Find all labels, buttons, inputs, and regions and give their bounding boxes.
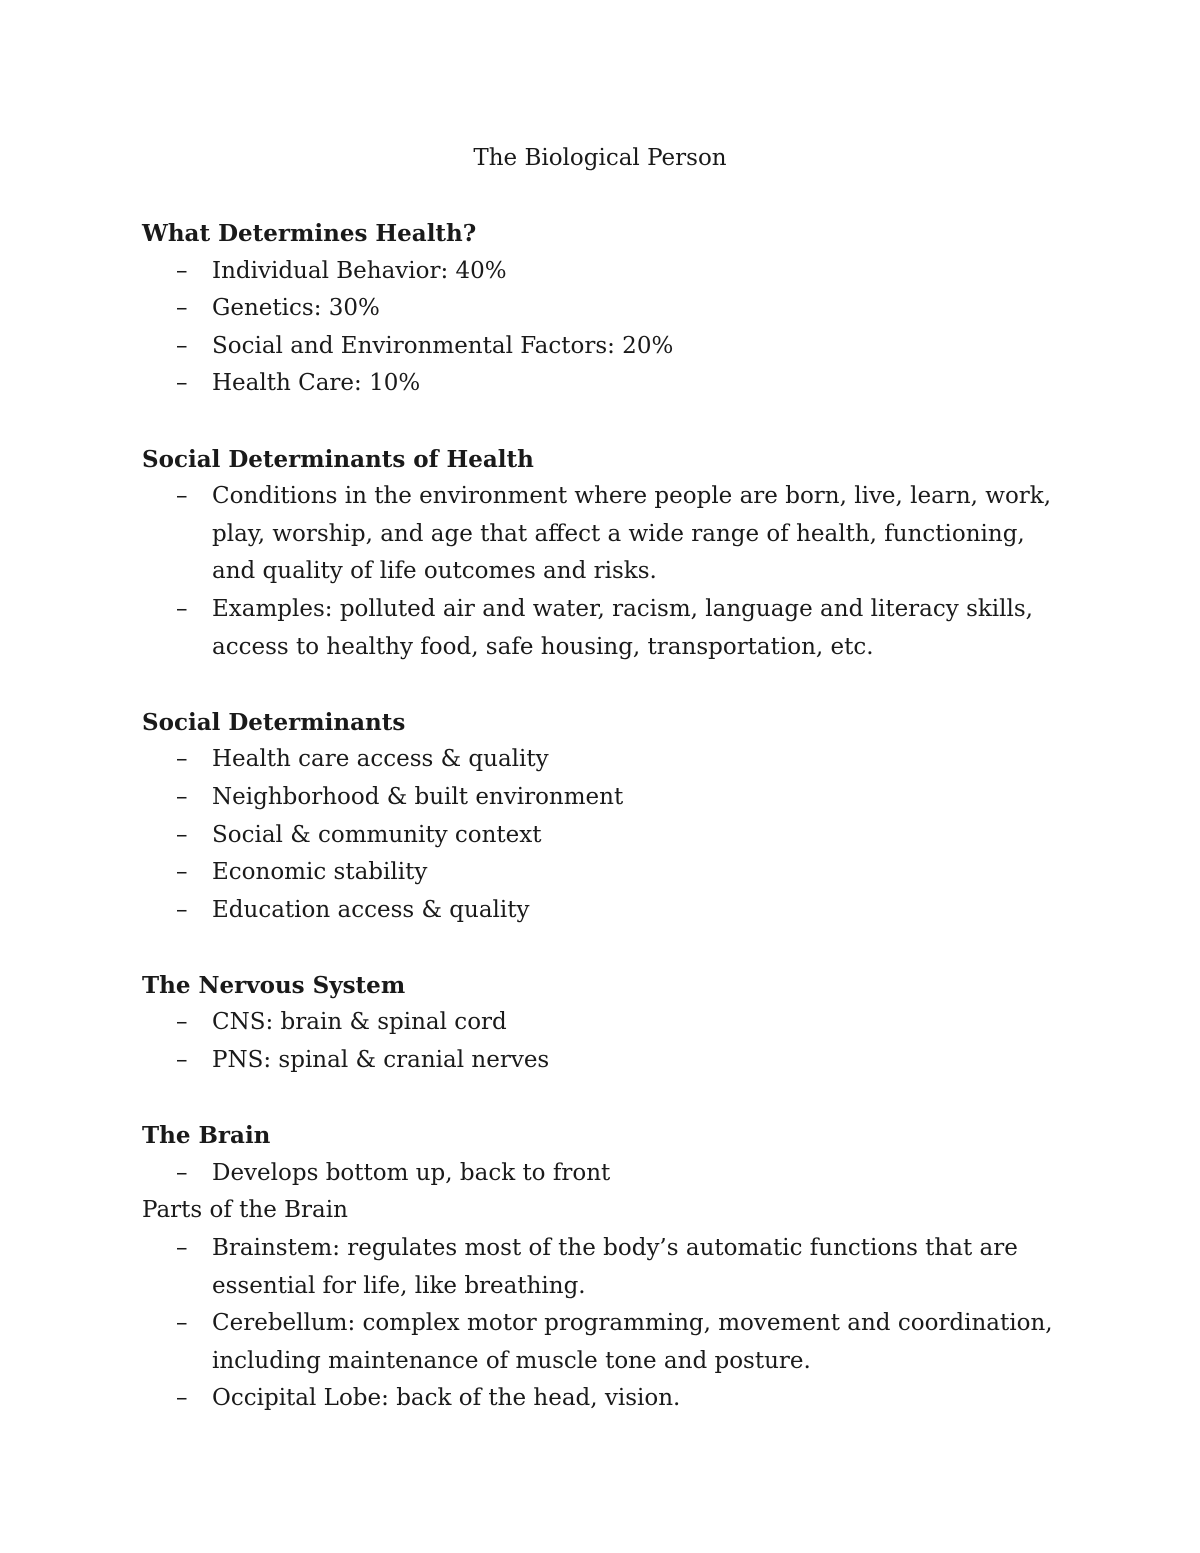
dash-bullet: – [176,332,188,359]
list-item-text: Social & community context [212,821,542,848]
list-item-text: Occipital Lobe: back of the head, vision. [212,1385,681,1412]
section-social-determinants [142,704,1072,930]
list-item-text: Health Care: 10% [212,370,421,397]
list-item-text: Genetics: 30% [212,295,380,322]
section-heading: What Determines Health? [142,220,477,247]
dash-bullet: – [176,1159,188,1186]
list-item-text: Brainstem: regulates most of the body’s automatic functions that are essential for life, like breathing. [212,1235,1018,1299]
list-item [142,1380,1072,1418]
list-item-text: Economic stability [212,859,428,886]
list-item-text: Health care access & quality [212,746,549,773]
list-item-text: CNS: brain & spinal cord [212,1009,507,1036]
document-title: The Biological Person [473,145,727,171]
list-item-text: Develops bottom up, back to front [212,1159,611,1186]
section-what-determines-health [142,215,1072,403]
dash-bullet: – [176,370,188,397]
list-item [142,290,1072,328]
dash-bullet: – [176,859,188,886]
section-nervous-system [142,967,1072,1080]
dash-bullet: – [176,783,188,810]
dash-bullet: – [176,1047,188,1074]
dash-bullet: – [176,746,188,773]
list-item-text: Cerebellum: complex motor programming, movement and coordination, including maintenance of muscle tone and posture. [212,1310,1053,1374]
dash-bullet: – [176,257,188,284]
list-item [142,1004,1072,1042]
list-item-text: PNS: spinal & cranial nerves [212,1047,550,1074]
list-item [142,854,1072,892]
list-item [142,1305,1072,1380]
list-item [142,478,1072,591]
bullet-list [142,1004,1072,1079]
list-item-text: Individual Behavior: 40% [212,257,507,284]
dash-bullet: – [176,896,188,923]
section-heading: The Brain [142,1122,271,1150]
list-item [142,253,1072,291]
bullet-list [142,253,1072,403]
list-item [142,1230,1072,1305]
dash-bullet: – [176,821,188,848]
dash-bullet: – [176,1009,188,1036]
list-item-text: Education access & quality [212,896,530,923]
bullet-list [142,478,1072,666]
list-item [142,1155,1072,1193]
list-item [142,779,1072,817]
list-item [142,328,1072,366]
subsection-heading: Parts of the Brain [142,1197,348,1224]
list-item [142,892,1072,930]
section-heading: The Nervous System [142,971,406,999]
dash-bullet: – [176,483,188,510]
section-heading: Social Determinants of Health [142,445,534,473]
document-body [142,215,1072,1456]
list-item [142,817,1072,855]
section-social-determinants-of-health [142,441,1072,667]
bullet-list [142,741,1072,929]
dash-bullet: – [176,1235,188,1262]
bullet-list [142,1230,1072,1418]
section-heading: Social Determinants [142,708,406,736]
list-item [142,365,1072,403]
list-item [142,591,1072,666]
dash-bullet: – [176,1385,188,1412]
dash-bullet: – [176,1310,188,1337]
bullet-list [142,1155,1072,1193]
list-item-text: Examples: polluted air and water, racism, language and literacy skills, access to healthy food, safe housing, transportation, etc. [212,595,1033,660]
list-item-text: Social and Environmental Factors: 20% [212,332,674,359]
section-the-brain [142,1117,1072,1418]
dash-bullet: – [176,295,188,322]
dash-bullet: – [176,595,188,622]
list-item [142,741,1072,779]
list-item [142,1042,1072,1080]
list-item-text: Neighborhood & built environment [212,783,624,810]
list-item-text: Conditions in the environment where people are born, live, learn, work, play, worship, and age that affect a wide range of health, functioning, and quality of life outcomes and risks. [212,483,1052,585]
